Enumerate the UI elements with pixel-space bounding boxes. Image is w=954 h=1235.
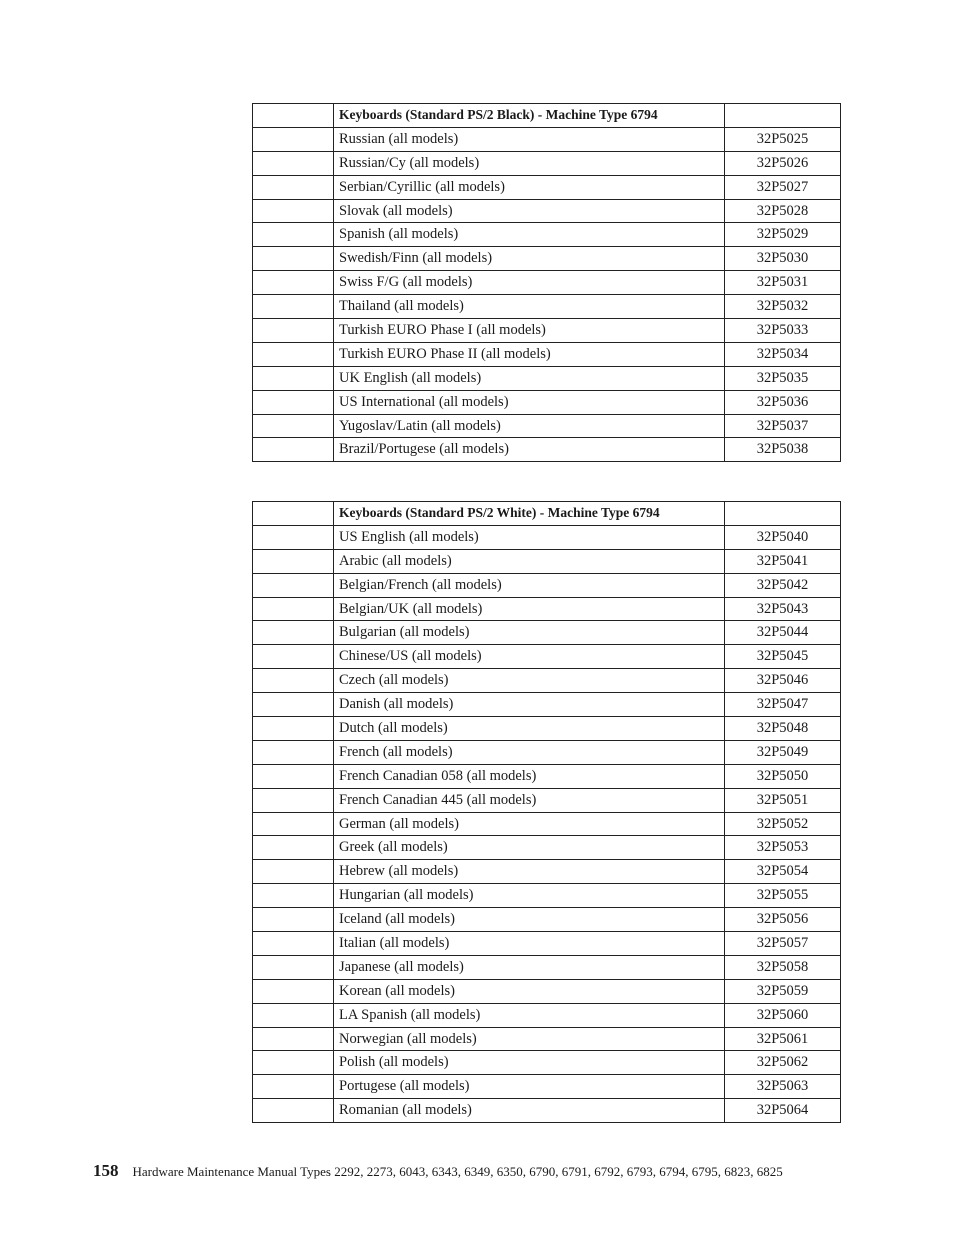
index-cell [253, 151, 334, 175]
index-cell [253, 502, 334, 526]
part-number-cell: 32P5050 [725, 764, 841, 788]
index-cell [253, 271, 334, 295]
part-number-cell: 32P5026 [725, 151, 841, 175]
description-cell: Arabic (all models) [334, 549, 725, 573]
table-row [253, 390, 841, 414]
index-cell [253, 955, 334, 979]
description-cell: Russian/Cy (all models) [334, 151, 725, 175]
index-cell [253, 597, 334, 621]
description-cell: Slovak (all models) [334, 199, 725, 223]
description-cell: Greek (all models) [334, 836, 725, 860]
index-cell [253, 979, 334, 1003]
part-number-cell: 32P5041 [725, 549, 841, 573]
page-footer [93, 1161, 783, 1181]
part-number-cell: 32P5059 [725, 979, 841, 1003]
table-row [253, 693, 841, 717]
description-cell: Turkish EURO Phase II (all models) [334, 342, 725, 366]
table-row [253, 860, 841, 884]
description-cell: Brazil/Portugese (all models) [334, 438, 725, 462]
index-cell [253, 1027, 334, 1051]
part-number-cell: 32P5027 [725, 175, 841, 199]
description-cell: Turkish EURO Phase I (all models) [334, 319, 725, 343]
index-cell [253, 199, 334, 223]
index-cell [253, 836, 334, 860]
index-cell [253, 438, 334, 462]
index-cell [253, 932, 334, 956]
index-cell [253, 1075, 334, 1099]
index-cell [253, 104, 334, 128]
table-row [253, 525, 841, 549]
part-number-cell: 32P5054 [725, 860, 841, 884]
part-header-cell [725, 502, 841, 526]
part-number-cell: 32P5033 [725, 319, 841, 343]
part-number-cell: 32P5047 [725, 693, 841, 717]
description-cell: Korean (all models) [334, 979, 725, 1003]
description-cell: French Canadian 445 (all models) [334, 788, 725, 812]
description-cell: Belgian/French (all models) [334, 573, 725, 597]
part-number-cell: 32P5037 [725, 414, 841, 438]
table-row [253, 366, 841, 390]
index-cell [253, 1003, 334, 1027]
description-cell: Hungarian (all models) [334, 884, 725, 908]
part-number-cell: 32P5053 [725, 836, 841, 860]
description-cell: Danish (all models) [334, 693, 725, 717]
part-number-cell: 32P5031 [725, 271, 841, 295]
description-cell: Chinese/US (all models) [334, 645, 725, 669]
table-row [253, 908, 841, 932]
table-row [253, 175, 841, 199]
part-number-cell: 32P5044 [725, 621, 841, 645]
part-number-cell: 32P5038 [725, 438, 841, 462]
table-row [253, 295, 841, 319]
table-title: Keyboards (Standard PS/2 White) - Machine Type 6794 [334, 502, 725, 526]
index-cell [253, 549, 334, 573]
index-cell [253, 573, 334, 597]
table-row [253, 573, 841, 597]
index-cell [253, 414, 334, 438]
part-number-cell: 32P5064 [725, 1099, 841, 1123]
keyboards-black-table [252, 103, 841, 462]
part-number-cell: 32P5046 [725, 669, 841, 693]
table-header-row [253, 502, 841, 526]
index-cell [253, 717, 334, 741]
part-header-cell [725, 104, 841, 128]
table-row [253, 414, 841, 438]
description-cell: Russian (all models) [334, 127, 725, 151]
table-row [253, 271, 841, 295]
part-number-cell: 32P5040 [725, 525, 841, 549]
table-row [253, 549, 841, 573]
table-row [253, 717, 841, 741]
index-cell [253, 669, 334, 693]
table-row [253, 1027, 841, 1051]
index-cell [253, 740, 334, 764]
table-row [253, 645, 841, 669]
index-cell [253, 1051, 334, 1075]
table-row [253, 764, 841, 788]
description-cell: Portugese (all models) [334, 1075, 725, 1099]
index-cell [253, 366, 334, 390]
index-cell [253, 247, 334, 271]
description-cell: UK English (all models) [334, 366, 725, 390]
table-row [253, 621, 841, 645]
description-cell: Belgian/UK (all models) [334, 597, 725, 621]
part-number-cell: 32P5063 [725, 1075, 841, 1099]
page-number: 158 [93, 1161, 119, 1180]
table-row [253, 669, 841, 693]
table-row [253, 836, 841, 860]
description-cell: US English (all models) [334, 525, 725, 549]
part-number-cell: 32P5062 [725, 1051, 841, 1075]
part-number-cell: 32P5052 [725, 812, 841, 836]
description-cell: Spanish (all models) [334, 223, 725, 247]
description-cell: LA Spanish (all models) [334, 1003, 725, 1027]
part-number-cell: 32P5060 [725, 1003, 841, 1027]
table-row [253, 1075, 841, 1099]
description-cell: Czech (all models) [334, 669, 725, 693]
description-cell: Japanese (all models) [334, 955, 725, 979]
part-number-cell: 32P5030 [725, 247, 841, 271]
part-number-cell: 32P5057 [725, 932, 841, 956]
table-row [253, 151, 841, 175]
index-cell [253, 621, 334, 645]
description-cell: Swiss F/G (all models) [334, 271, 725, 295]
part-number-cell: 32P5042 [725, 573, 841, 597]
description-cell: French Canadian 058 (all models) [334, 764, 725, 788]
index-cell [253, 884, 334, 908]
part-number-cell: 32P5045 [725, 645, 841, 669]
index-cell [253, 812, 334, 836]
index-cell [253, 693, 334, 717]
description-cell: Yugoslav/Latin (all models) [334, 414, 725, 438]
part-number-cell: 32P5043 [725, 597, 841, 621]
description-cell: French (all models) [334, 740, 725, 764]
part-number-cell: 32P5058 [725, 955, 841, 979]
index-cell [253, 223, 334, 247]
index-cell [253, 764, 334, 788]
table-row [253, 199, 841, 223]
description-cell: Romanian (all models) [334, 1099, 725, 1123]
table-row [253, 884, 841, 908]
table-row [253, 438, 841, 462]
index-cell [253, 1099, 334, 1123]
index-cell [253, 908, 334, 932]
table-row [253, 932, 841, 956]
keyboards-white-table [252, 501, 841, 1123]
description-cell: German (all models) [334, 812, 725, 836]
index-cell [253, 295, 334, 319]
description-cell: US International (all models) [334, 390, 725, 414]
table-row [253, 955, 841, 979]
part-number-cell: 32P5035 [725, 366, 841, 390]
part-number-cell: 32P5056 [725, 908, 841, 932]
index-cell [253, 342, 334, 366]
footer-text: Hardware Maintenance Manual Types 2292, 2273, 6043, 6343, 6349, 6350, 6790, 6791, 6792, 6793, 6794, 6795, 6823, 6825 [132, 1164, 783, 1179]
index-cell [253, 175, 334, 199]
part-number-cell: 32P5034 [725, 342, 841, 366]
part-number-cell: 32P5025 [725, 127, 841, 151]
part-number-cell: 32P5036 [725, 390, 841, 414]
part-number-cell: 32P5051 [725, 788, 841, 812]
table-row [253, 1003, 841, 1027]
description-cell: Hebrew (all models) [334, 860, 725, 884]
description-cell: Polish (all models) [334, 1051, 725, 1075]
description-cell: Swedish/Finn (all models) [334, 247, 725, 271]
table-row [253, 223, 841, 247]
index-cell [253, 788, 334, 812]
table-row [253, 979, 841, 1003]
description-cell: Iceland (all models) [334, 908, 725, 932]
description-cell: Italian (all models) [334, 932, 725, 956]
index-cell [253, 127, 334, 151]
part-number-cell: 32P5029 [725, 223, 841, 247]
description-cell: Norwegian (all models) [334, 1027, 725, 1051]
index-cell [253, 390, 334, 414]
description-cell: Bulgarian (all models) [334, 621, 725, 645]
table-row [253, 342, 841, 366]
table-row [253, 740, 841, 764]
description-cell: Thailand (all models) [334, 295, 725, 319]
part-number-cell: 32P5055 [725, 884, 841, 908]
table-header-row [253, 104, 841, 128]
table-row [253, 1051, 841, 1075]
part-number-cell: 32P5048 [725, 717, 841, 741]
table-row [253, 1099, 841, 1123]
index-cell [253, 525, 334, 549]
table-row [253, 127, 841, 151]
part-number-cell: 32P5049 [725, 740, 841, 764]
table-row [253, 247, 841, 271]
table-row [253, 812, 841, 836]
index-cell [253, 319, 334, 343]
part-number-cell: 32P5028 [725, 199, 841, 223]
description-cell: Dutch (all models) [334, 717, 725, 741]
part-number-cell: 32P5061 [725, 1027, 841, 1051]
part-number-cell: 32P5032 [725, 295, 841, 319]
table-row [253, 597, 841, 621]
table-row [253, 319, 841, 343]
description-cell: Serbian/Cyrillic (all models) [334, 175, 725, 199]
table-row [253, 788, 841, 812]
index-cell [253, 860, 334, 884]
index-cell [253, 645, 334, 669]
table-title: Keyboards (Standard PS/2 Black) - Machine Type 6794 [334, 104, 725, 128]
